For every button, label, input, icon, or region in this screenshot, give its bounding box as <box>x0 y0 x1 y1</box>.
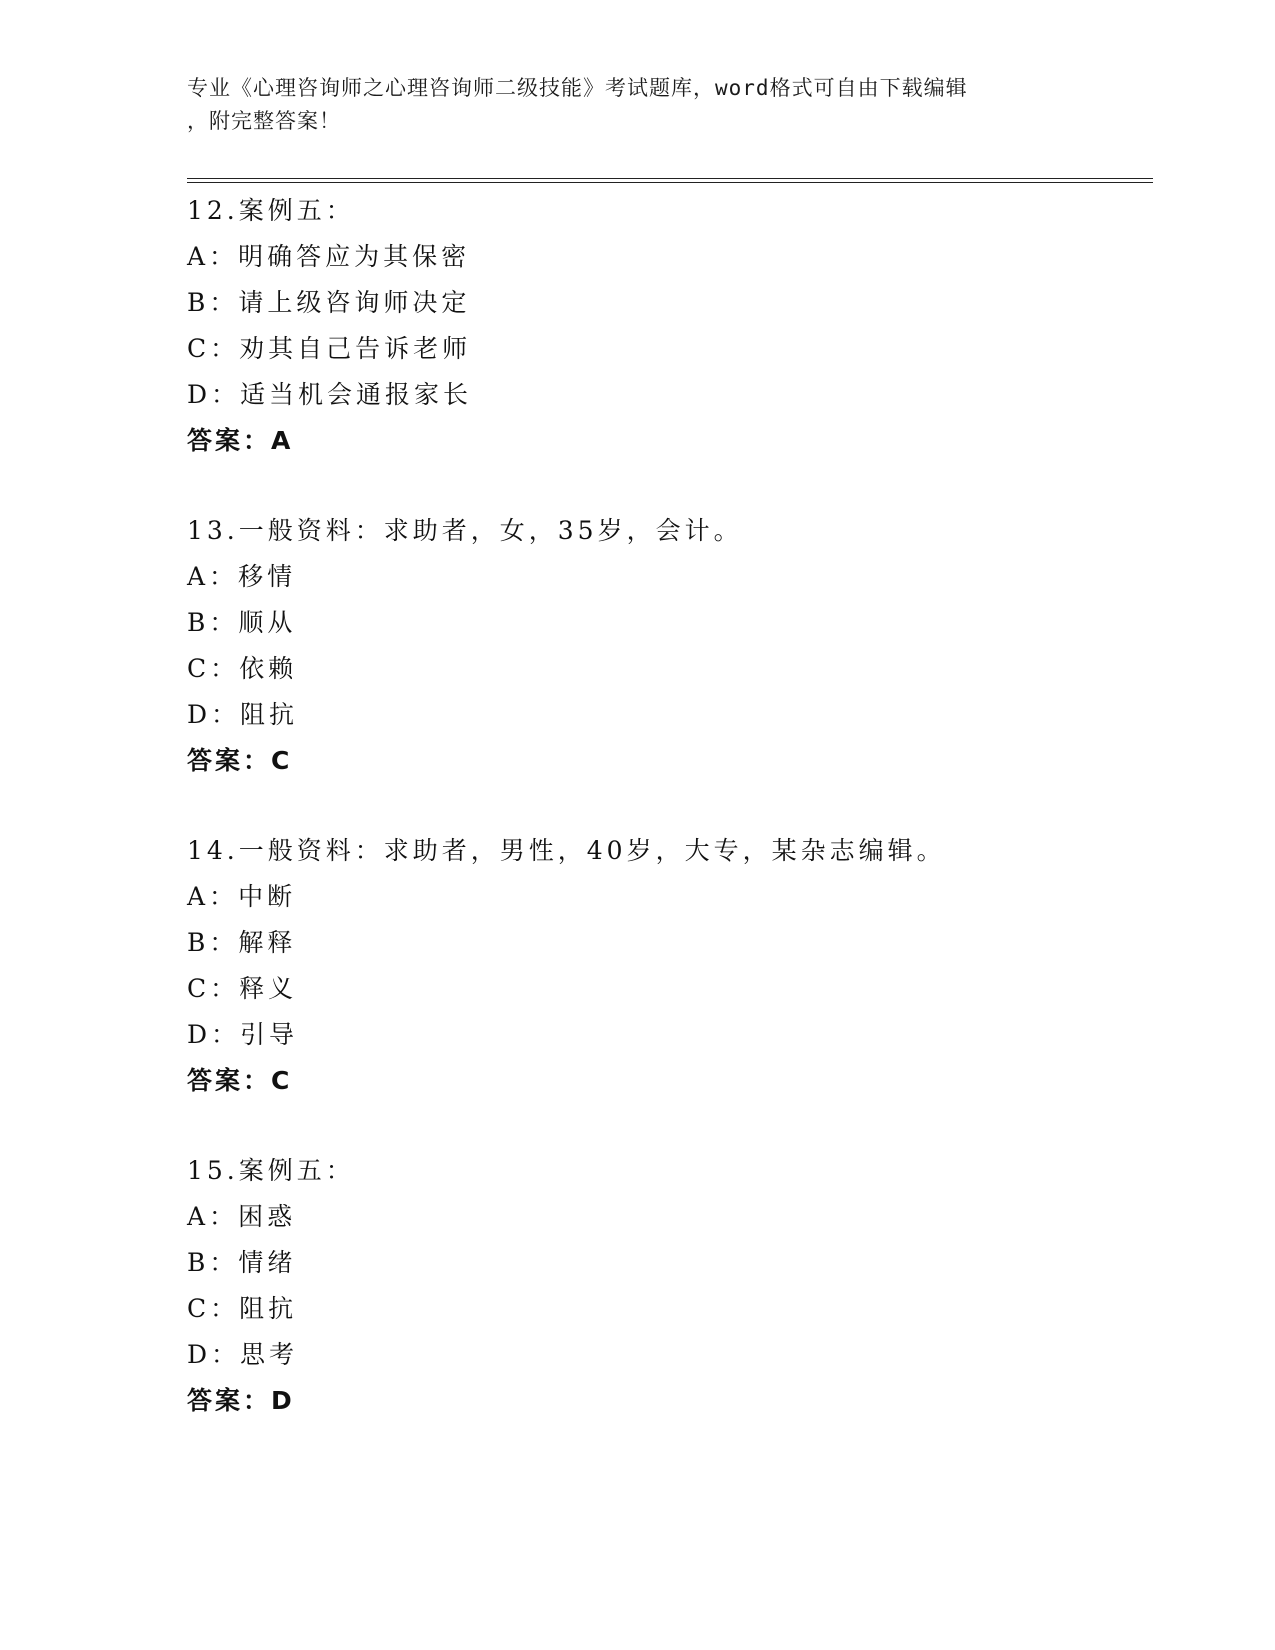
document-header <box>187 72 1077 138</box>
option-text: 情绪 <box>238 1248 297 1277</box>
question-stem: 15.案例五： <box>187 1156 355 1185</box>
option-c <box>187 326 1147 372</box>
question-14 <box>187 828 1147 1104</box>
option-d <box>187 1332 1147 1378</box>
question-spacer <box>187 1104 1147 1148</box>
option-text: 释义 <box>239 974 298 1003</box>
answer-line: 答案：C <box>187 746 293 775</box>
header-line-2: ，附完整答案！ <box>187 109 341 133</box>
option-text: 解释 <box>238 928 297 957</box>
option-label: D： <box>187 700 241 729</box>
option-label: D： <box>187 1020 241 1049</box>
option-label: C： <box>187 974 240 1003</box>
option-label: A： <box>187 1202 239 1231</box>
option-text: 引导 <box>240 1020 299 1049</box>
option-a <box>187 1194 1147 1240</box>
option-label: A： <box>187 242 239 271</box>
answer-line: 答案：C <box>187 1066 293 1095</box>
answer-line: 答案：D <box>187 1386 295 1415</box>
option-text: 适当机会通报家长 <box>240 380 473 409</box>
option-c <box>187 1286 1147 1332</box>
option-label: D： <box>187 1340 241 1369</box>
question-stem: 13.一般资料：求助者，女，35岁，会计。 <box>187 516 743 545</box>
option-label: B： <box>187 608 239 637</box>
question-stem: 12.案例五： <box>187 196 355 225</box>
question-stem: 14.一般资料：求助者，男性，40岁，大专，某杂志编辑。 <box>187 836 946 865</box>
question-12 <box>187 188 1147 464</box>
question-13 <box>187 508 1147 784</box>
option-text: 明确答应为其保密 <box>238 242 471 271</box>
option-text: 顺从 <box>238 608 297 637</box>
option-d <box>187 1012 1147 1058</box>
question-spacer <box>187 784 1147 828</box>
option-text: 劝其自己告诉老师 <box>239 334 472 363</box>
option-text: 阻抗 <box>240 700 299 729</box>
option-a <box>187 234 1147 280</box>
option-a <box>187 874 1147 920</box>
option-label: C： <box>187 334 240 363</box>
option-text: 思考 <box>240 1340 299 1369</box>
option-label: D： <box>187 380 241 409</box>
option-label: C： <box>187 654 240 683</box>
option-text: 中断 <box>238 882 297 911</box>
option-c <box>187 966 1147 1012</box>
option-text: 困惑 <box>238 1202 297 1231</box>
header-line-1: 专业《心理咨询师之心理咨询师二级技能》考试题库，word格式可自由下载编辑 <box>187 76 968 100</box>
option-text: 移情 <box>238 562 297 591</box>
option-text: 依赖 <box>239 654 298 683</box>
option-a <box>187 554 1147 600</box>
option-d <box>187 692 1147 738</box>
option-b <box>187 1240 1147 1286</box>
option-text: 请上级咨询师决定 <box>238 288 471 317</box>
question-list <box>187 188 1147 1424</box>
option-b <box>187 280 1147 326</box>
option-label: B： <box>187 1248 239 1277</box>
option-text: 阻抗 <box>239 1294 298 1323</box>
option-label: A： <box>187 882 239 911</box>
option-d <box>187 372 1147 418</box>
option-b <box>187 600 1147 646</box>
option-label: B： <box>187 928 239 957</box>
option-b <box>187 920 1147 966</box>
option-label: B： <box>187 288 239 317</box>
option-label: A： <box>187 562 239 591</box>
question-spacer <box>187 464 1147 508</box>
answer-line: 答案：A <box>187 426 294 455</box>
option-label: C： <box>187 1294 240 1323</box>
option-c <box>187 646 1147 692</box>
header-double-rule <box>187 178 1153 183</box>
question-15 <box>187 1148 1147 1424</box>
